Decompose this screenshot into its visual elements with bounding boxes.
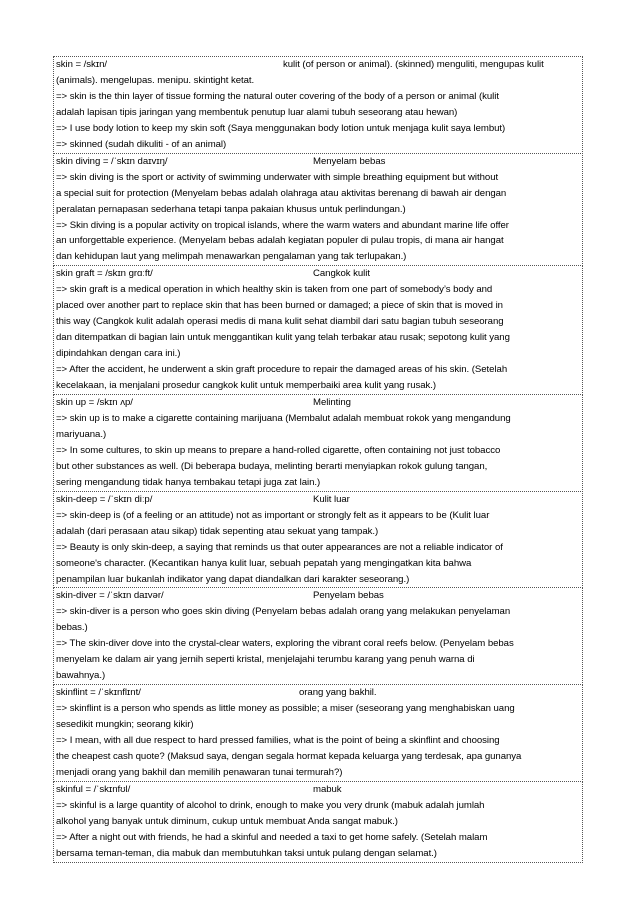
- example-line: sering mengandung tidak hanya tembakau tetapi juga zat lain.): [56, 476, 321, 488]
- definition-line: => skin is the thin layer of tissue forming the natural outer covering of the body of a person or animal (kulit: [56, 90, 499, 102]
- example-line: => The skin-diver dove into the crystal-clear waters, exploring the vibrant coral reefs below. (Penyelam bebas: [56, 638, 514, 650]
- example-line: => Beauty is only skin-deep, a saying that reminds us that outer appearances are not a reliable indicator of: [56, 541, 503, 553]
- definition-line: => skin diving is the sport or activity of swimming underwater with simple breathing equipment but without: [56, 171, 499, 183]
- short-meaning: kulit (of person or animal). (skinned) menguliti, mengupas kulit: [283, 59, 544, 70]
- headword-line: [56, 395, 581, 411]
- example-line: => Skin diving is a popular activity on tropical islands, where the warm waters and abundant marine life offer: [56, 219, 509, 231]
- glossary-entry-skin-graft: [53, 265, 583, 395]
- short-meaning: Melinting: [313, 397, 351, 409]
- short-meaning: Menyelam bebas: [313, 155, 386, 167]
- definition-line: dipindahkan dengan cara ini.): [56, 348, 181, 360]
- definition-line: => skinful is a large quantity of alcohol to drink, enough to make you very drunk (mabuk adalah jumlah: [56, 799, 485, 811]
- glossary-page: [53, 57, 583, 863]
- example-line: menyelam ke dalam air yang jernih seperti kristal, menjelajahi terumbu karang yang penuh warna di: [56, 654, 475, 666]
- example-line: the cheapest cash quote? (Maksud saya, dengan segala hormat kepada keluarga yang terdesak, apa gunanya: [56, 750, 522, 762]
- example-line: but other substances as well. (Di beberapa budaya, melinting berarti menyiapkan rokok gulung tangan,: [56, 460, 488, 472]
- glossary-entry-skin-deep: [53, 491, 583, 589]
- headword: skinflint = /ˈskɪnflɪnt/: [56, 687, 141, 699]
- definition-line: => skin graft is a medical operation in which healthy skin is taken from one part of somebody’s body and: [56, 284, 493, 296]
- headword-line: [56, 685, 581, 701]
- short-meaning: Kulit luar: [313, 493, 350, 505]
- headword: skin diving = /ˈskɪn daɪvɪŋ/: [56, 155, 168, 167]
- definition-line: => skin up is to make a cigarette containing marijuana (Membalut adalah membuat rokok yang mengandung: [56, 412, 511, 424]
- short-meaning: Cangkok kulit: [313, 268, 370, 280]
- headword-line: [56, 154, 581, 170]
- example-line: => After the accident, he underwent a skin graft procedure to repair the damaged areas of his skin. (Setelah: [56, 364, 508, 376]
- example-line: someone's character. (Kecantikan hanya kulit luar, sebuah pepatah yang mengingatkan kita bahwa: [56, 557, 472, 569]
- headword-line: [56, 57, 581, 73]
- example-line: menjadi orang yang bakhil dan memilih penawaran tunai termurah?): [56, 766, 343, 778]
- short-meaning-continued: (animals). mengelupas. menipu. skintight ketat.: [56, 74, 255, 86]
- definition-line: => skinflint is a person who spends as little money as possible; a miser (seseorang yang menghabiskan uang: [56, 703, 515, 715]
- headword-line: [56, 492, 581, 508]
- headword: skinful = /ˈskɪnfʊl/: [56, 783, 131, 795]
- definition-line: adalah (dari perasaan atau sikap) tidak sepenting atau sekuat yang tampak.): [56, 525, 379, 537]
- definition-line: dan ditempatkan di bagian lain untuk menggantikan kulit yang telah terbakar atau rusak; sepotong kulit yang: [56, 332, 510, 344]
- example-line: bawahnya.): [56, 670, 106, 682]
- example-line: => In some cultures, to skin up means to prepare a hand-rolled cigarette, often containing not just tobacco: [56, 444, 501, 456]
- short-meaning: mabuk: [313, 783, 342, 795]
- headword-line: [56, 782, 581, 798]
- example-line: dan kehidupan laut yang melimpah menawarkan pengalaman yang tak terlupakan.): [56, 251, 407, 263]
- glossary-entry-skinflint: [53, 684, 583, 782]
- definition-line: this way (Cangkok kulit adalah operasi medis di mana kulit sehat diambil dari satu bagian tubuh seseorang: [56, 316, 504, 328]
- example-line: => After a night out with friends, he had a skinful and needed a taxi to get home safely. (Setelah malam: [56, 831, 488, 843]
- short-meaning: Penyelam bebas: [313, 590, 384, 602]
- definition-line: placed over another part to replace skin that has been burned or damaged; a piece of skin that is moved in: [56, 300, 503, 312]
- glossary-entry-skin-diving: [53, 153, 583, 267]
- headword-line: [56, 588, 581, 604]
- glossary-entry-skin: [53, 56, 583, 154]
- headword: skin-diver = /ˈskɪn daɪvər/: [56, 590, 164, 602]
- headword-line: [56, 266, 581, 282]
- example-line: => I use body lotion to keep my skin soft (Saya menggunakan body lotion untuk menjaga kulit saya lembut): [56, 122, 506, 134]
- example-line: kecelakaan, ia menjalani prosedur cangkok kulit untuk memperbaiki area kulit yang rusak.): [56, 380, 437, 392]
- headword: skin-deep = /ˈskɪn diːp/: [56, 493, 153, 505]
- example-line: an unforgettable experience. (Menyelam bebas adalah kegiatan populer di pulau tropis, di mana air hangat: [56, 235, 504, 247]
- definition-line: peralatan pernapasan sederhana tetapi tanpa pakaian khusus untuk perlindungan.): [56, 203, 406, 215]
- example-line: bersama teman-teman, dia mabuk dan membutuhkan taksi untuk pulang dengan selamat.): [56, 847, 437, 859]
- definition-line: adalah lapisan tipis jaringan yang membentuk penutup luar alami tubuh seseorang atau hewan): [56, 106, 458, 118]
- definition-line: bebas.): [56, 622, 88, 634]
- headword: skin graft = /skɪn grɑːft/: [56, 268, 153, 280]
- example-line: => I mean, with all due respect to hard pressed families, what is the point of being a skinflint and choosing: [56, 735, 500, 747]
- example-line: => skinned (sudah dikuliti - of an animal): [56, 138, 227, 150]
- headword: skin up = /skɪn ʌp/: [56, 397, 133, 409]
- glossary-entry-skin-up: [53, 394, 583, 492]
- definition-line: => skin-diver is a person who goes skin diving (Penyelam bebas adalah orang yang melakukan penyelaman: [56, 606, 511, 618]
- short-meaning: orang yang bakhil.: [299, 687, 377, 699]
- definition-line: mariyuana.): [56, 428, 107, 440]
- definition-line: alkohol yang banyak untuk diminum, cukup untuk membuat Anda sangat mabuk.): [56, 815, 398, 827]
- definition-line: a special suit for protection (Menyelam bebas adalah olahraga atau aktivitas berenang di bawah air dengan: [56, 187, 507, 199]
- definition-line: sesedikit mungkin; seorang kikir): [56, 719, 194, 731]
- definition-line: => skin-deep is (of a feeling or an attitude) not as important or strongly felt as it appears to be (Kulit luar: [56, 509, 490, 521]
- glossary-entry-skin-diver: [53, 587, 583, 685]
- example-line: penampilan luar bukanlah indikator yang dapat diandalkan dari karakter seseorang.): [56, 573, 410, 585]
- glossary-entry-skinful: [53, 781, 583, 863]
- headword: skin = /skɪn/: [56, 59, 108, 70]
